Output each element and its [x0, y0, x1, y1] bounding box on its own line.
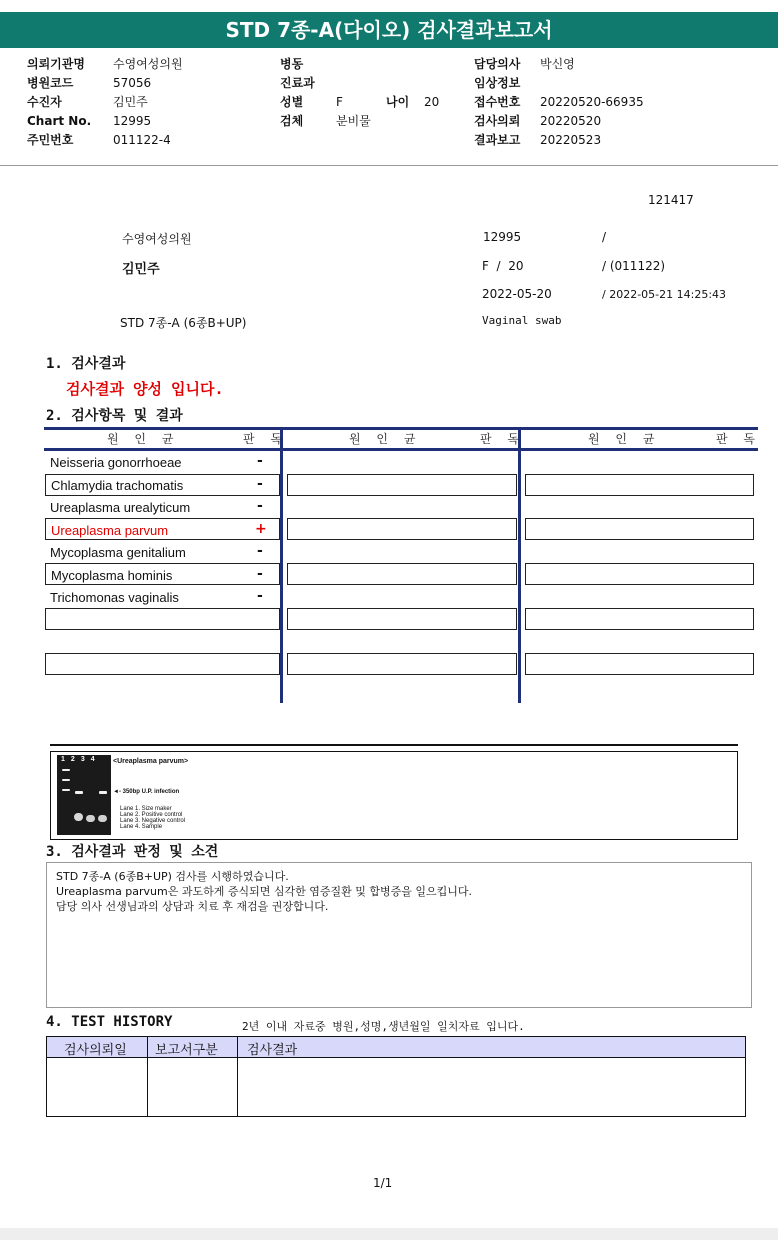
- lane-number: 1: [61, 756, 71, 763]
- field-label: 의뢰기관명: [27, 57, 85, 71]
- section3-title: 3. 검사결과 판정 및 소견: [46, 844, 219, 860]
- row-box: [287, 653, 517, 675]
- row-box: [287, 563, 517, 585]
- history-col-divider: [237, 1037, 238, 1117]
- row-box: [287, 608, 517, 630]
- header-row: [474, 74, 644, 93]
- field-label: 나이: [386, 95, 410, 109]
- opinion-line: STD 7종-A (6종B+UP) 검사를 시행하였습니다.: [56, 870, 289, 883]
- header-row: [27, 131, 183, 150]
- row-box: [525, 653, 754, 675]
- section1-title: 1. 검사결과: [46, 356, 126, 372]
- summary-report-datetime: / 2022-05-21 14:25:43: [602, 288, 727, 301]
- receipt-no-value: 20220520-66935: [540, 95, 644, 109]
- report-date-value: 20220523: [540, 133, 602, 147]
- col-header-result: 판 독: [480, 432, 525, 446]
- gel-legend: [120, 806, 185, 830]
- header-row: [474, 131, 644, 150]
- report-title: STD 7종-A(다이오) 검사결과보고서: [0, 12, 778, 48]
- header-row: [280, 93, 439, 112]
- field-label: 검사의뢰: [474, 114, 521, 128]
- overall-result: 검사결과 양성 입니다.: [66, 380, 224, 398]
- section4-title: 4. TEST HISTORY: [46, 1014, 173, 1030]
- field-label: 성별: [280, 95, 304, 109]
- organism-result: -: [257, 543, 263, 559]
- chart-no-value: 12995: [113, 114, 152, 128]
- request-date-value: 20220520: [540, 114, 602, 128]
- header-row: [280, 74, 439, 93]
- header-divider: [0, 165, 778, 166]
- row-box: [525, 474, 754, 496]
- header-row: [27, 74, 183, 93]
- header-col3: [474, 55, 644, 150]
- opinion-line: Ureaplasma parvum은 과도하게 증식되면 심각한 염증질환 및 합병증을 일으킵니다.: [56, 885, 472, 898]
- resident-no-value: 011122-4: [113, 133, 171, 147]
- field-label: 검체: [280, 114, 304, 128]
- gel-legend-item: Lane 4. Sample: [120, 824, 163, 830]
- history-col-result: 검사결과: [247, 1043, 298, 1058]
- summary-request-date: 2022-05-20: [482, 287, 552, 301]
- lane-number: 3: [80, 756, 91, 763]
- organism-name: Ureaplasma urealyticum: [50, 500, 191, 515]
- opinion-text: [56, 869, 472, 914]
- field-label: 병동: [280, 57, 304, 71]
- age-value: 20: [424, 95, 440, 109]
- field-label: 접수번호: [474, 95, 521, 109]
- col-header-organism: 원 인 균: [107, 432, 180, 446]
- field-label: 진료과: [280, 76, 315, 90]
- hospital-code-value: 57056: [113, 76, 152, 90]
- row-box: [45, 653, 280, 675]
- gel-marker-label: ◄- 350bp U.P. infection: [113, 789, 180, 795]
- col-header-result: 판 독: [243, 432, 288, 446]
- doctor-value: 박신영: [540, 57, 575, 71]
- header-col1: [27, 55, 183, 150]
- page-number: 1/1: [373, 1176, 393, 1190]
- organism-result: -: [257, 566, 263, 582]
- col-header-organism: 원 인 균: [588, 432, 661, 446]
- row-box: [45, 608, 280, 630]
- organism-result: -: [257, 588, 263, 604]
- gel-legend-item: Lane 3. Negative control: [120, 818, 186, 824]
- summary-clinic: 수영여성의원: [122, 232, 192, 246]
- field-label: 결과보고: [474, 133, 521, 147]
- history-note: 2년 이내 자료중 병원,성명,생년월일 일치자료 입니다.: [242, 1020, 525, 1033]
- field-label: 병원코드: [27, 76, 74, 90]
- summary-chart: 12995: [483, 230, 522, 244]
- row-box: [525, 608, 754, 630]
- gel-title: <Ureaplasma parvum>: [113, 758, 189, 765]
- specimen-value: 분비물: [336, 114, 371, 128]
- summary-slash: /: [602, 230, 607, 244]
- grid-header-line: [44, 448, 758, 451]
- history-col-request-date: 검사의뢰일: [64, 1043, 127, 1058]
- organism-name: Mycoplasma genitalium: [50, 545, 186, 560]
- gel-legend-item: Lane 2. Positive control: [120, 812, 183, 818]
- summary-test-name: STD 7종-A (6종B+UP): [120, 316, 247, 330]
- header-row: [280, 55, 439, 74]
- organism-result: -: [257, 476, 263, 492]
- gel-legend-item: Lane 1. Size maker: [120, 806, 172, 812]
- summary-sex-age: F / 20: [482, 259, 524, 273]
- header-row: [27, 112, 183, 131]
- col-header-organism: 원 인 균: [349, 432, 422, 446]
- organism-name-positive: Ureaplasma parvum: [51, 523, 169, 538]
- field-label: Chart No.: [27, 114, 92, 128]
- section2-title: 2. 검사항목 및 결과: [46, 408, 183, 424]
- row-box: [287, 474, 517, 496]
- gel-lane-numbers: [61, 756, 101, 763]
- grid-divider-2: [518, 427, 521, 703]
- header-row: [474, 112, 644, 131]
- row-box: [525, 518, 754, 540]
- grid-divider-1: [280, 427, 283, 703]
- summary-specimen: Vaginal swab: [482, 314, 562, 327]
- sex-value: F: [336, 95, 343, 109]
- organism-name: Neisseria gonorrhoeae: [50, 455, 182, 470]
- summary-birth: / (011122): [602, 259, 666, 273]
- header-col2: [280, 55, 439, 131]
- page-bottom-band: [0, 1228, 778, 1240]
- gel-top-rule: [50, 744, 738, 746]
- header-row: [27, 93, 183, 112]
- history-col-divider: [147, 1037, 148, 1117]
- opinion-line: 담당 의사 선생님과의 상담과 치료 후 재검을 권장합니다.: [56, 900, 329, 913]
- organism-name: Mycoplasma hominis: [51, 568, 173, 583]
- organism-result-positive: +: [255, 521, 267, 537]
- row-box: [287, 518, 517, 540]
- organism-result: -: [257, 498, 263, 514]
- clinic-name-value: 수영여성의원: [113, 57, 183, 71]
- header-row: [27, 55, 183, 74]
- header-row: [474, 93, 644, 112]
- organism-name: Chlamydia trachomatis: [51, 478, 184, 493]
- summary-patient: 김민주: [122, 262, 160, 277]
- row-box: [525, 563, 754, 585]
- history-header: [47, 1037, 745, 1058]
- col-header-result: 판 독: [716, 432, 761, 446]
- history-col-report-type: 보고서구분: [155, 1043, 218, 1058]
- report-code: 121417: [648, 193, 694, 207]
- patient-name-value: 김민주: [113, 95, 148, 109]
- lane-number: 4: [90, 756, 101, 763]
- lane-number: 2: [70, 756, 81, 763]
- organism-result: -: [257, 453, 263, 469]
- header-row: [474, 55, 644, 74]
- organism-name: Trichomonas vaginalis: [50, 590, 179, 605]
- field-label: 담당의사: [474, 57, 521, 71]
- gel-image: [57, 755, 111, 835]
- header-row: [280, 112, 439, 131]
- field-label: 임상정보: [474, 76, 521, 90]
- field-label: 주민번호: [27, 133, 74, 147]
- field-label: 수진자: [27, 95, 62, 109]
